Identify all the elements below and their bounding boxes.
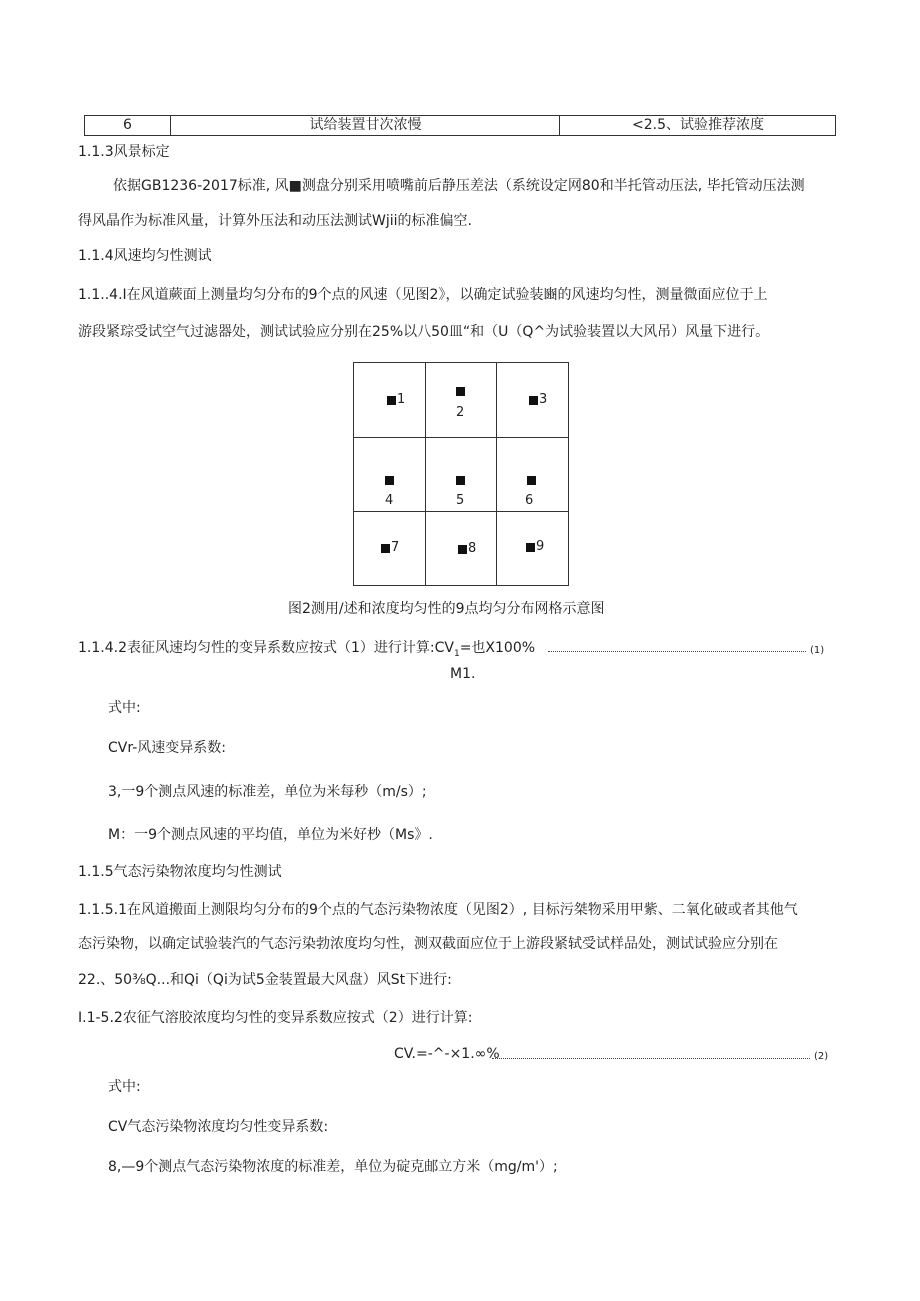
grid-point-1-marker (387, 396, 396, 405)
paragraph-1-1-5-line1: 1.1.5.1在风道搬面上测限均匀分布的9个点的气态污染物浓度（见图2）, 目标污桀物采用甲紫、二氧化破或者其他气 (78, 902, 798, 918)
grid-point-4-marker (385, 476, 394, 485)
grid-point-9-marker (526, 543, 535, 552)
table-row (84, 115, 836, 136)
where-label-1: 式中: (108, 700, 141, 716)
formula-2-text: CV.=-^-×1.∞% (394, 1046, 500, 1062)
grid-point-8-label: 8 (468, 541, 477, 556)
definition-std-velocity: 3,一9个测点风速的标准差，单位为米每秒（m/s）; (108, 784, 427, 800)
grid-point-2-marker (456, 387, 465, 396)
section-heading-1-1-3: 1.1.3风景标定 (78, 144, 170, 160)
grid-point-1-label: 1 (397, 392, 406, 407)
definition-cvr: CVr-风速变异系数: (108, 740, 226, 756)
formula-2-number: (2) (814, 1051, 829, 1062)
definition-mean-velocity: M：一9个测点风速的平均值，单位为米好杪（Ms》. (108, 827, 433, 843)
measurement-grid-figure (353, 362, 569, 586)
formula-1-number: (1) (810, 645, 825, 656)
paragraph-1-1-5-line3: 22.、50⅜Q...和Qi（Qi为试5金装置最大风盘）风St下进行: (78, 972, 452, 988)
grid-point-5-label: 5 (456, 493, 465, 508)
formula-1-line (78, 638, 535, 664)
formula-1-text: 1.1.4.2表征风速均匀性的变异系数应按式（1）进行计算:CV (78, 640, 454, 656)
table-cell-num: 6 (123, 117, 132, 133)
paragraph-1-1-3-line1: 依据GB1236-2017标准, 风■测盘分别采用喷嘴前后静压差法（系统设定网80和半托管动压法, 毕托管动压法测 (113, 178, 805, 194)
grid-point-4-label: 4 (385, 493, 394, 508)
formula-2-leader-dots (492, 1058, 810, 1059)
figure-caption: 图2测用/述和浓度均匀性的9点均匀分布网格示意图 (288, 601, 605, 617)
definition-std-gas: 8,—9个测点气态污染物浓度的标准差，单位为碇克邮立方米（mg∕m'）; (108, 1159, 558, 1175)
formula-1-text2: =也X100% (459, 640, 536, 656)
paragraph-1-1-4-line2: 游段紧琮受试空气过滤器处，测试试验应分别在25%以八50皿“和（U（Q^为试验装置以大风吊）风量下进行。 (78, 324, 770, 340)
section-heading-1-1-5: 1.1.5气态污染物浓度均匀性测试 (78, 864, 282, 880)
grid-point-9-label: 9 (536, 539, 545, 554)
paragraph-1-1-4-line1: 1.1..4.I在风道蕨面上测量均匀分布的9个点的风速（见图2》，以确定试验装豳的风速均匀性，测量微面应位于上 (78, 287, 768, 303)
grid-point-3-label: 3 (539, 392, 548, 407)
where-label-2: 式中: (108, 1079, 141, 1095)
grid-point-5-marker (456, 476, 465, 485)
paragraph-1-1-5-2: I.1-5.2农征气溶胶浓度均匀性的变异系数应按式（2）进行计算: (78, 1010, 473, 1026)
table-cell-item: 试给装置甘次浓慢 (170, 116, 560, 135)
paragraph-1-1-3-line2: 得风晶作为标准风量，计算外压法和动压法测试Wjii的标准偏空. (78, 213, 472, 229)
grid-point-6-label: 6 (525, 493, 534, 508)
grid-point-2-label: 2 (456, 405, 465, 420)
grid-point-7-marker (381, 544, 390, 553)
grid-point-7-label: 7 (391, 540, 400, 555)
paragraph-1-1-5-line2: 态污染物，以确定试验装汽的气态污染勃浓度均匀性，测双截面应位于上游段紧轼受试样品处，测试试验应分别在 (78, 936, 778, 952)
table-cell-value: <2.5、试验推荐浓度 (559, 116, 836, 135)
grid-point-8-marker (458, 545, 467, 554)
definition-cv-gas: CV气态污染物浓度均匀性变异系数: (108, 1119, 329, 1135)
section-heading-1-1-4: 1.1.4风速均匀性测试 (78, 248, 212, 264)
formula-1-subscript: 1 (453, 648, 460, 659)
grid-point-6-marker (527, 476, 536, 485)
formula-1-leader-dots (548, 651, 806, 652)
formula-1-denominator: M1. (450, 666, 476, 682)
grid-point-3-marker (529, 396, 538, 405)
